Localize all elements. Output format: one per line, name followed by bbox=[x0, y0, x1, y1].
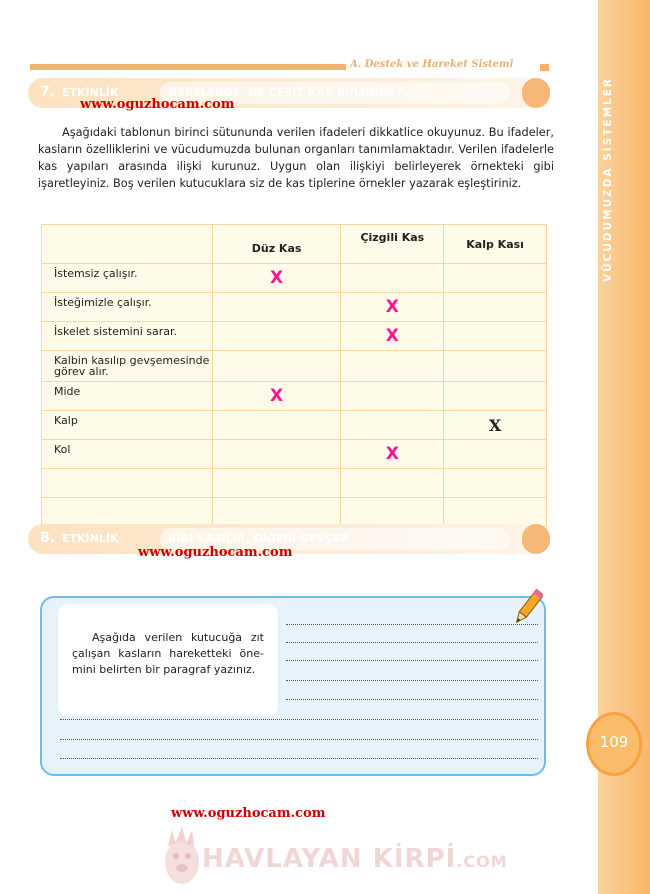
cell-kalp[interactable] bbox=[444, 382, 547, 411]
cell-cizgili[interactable] bbox=[341, 411, 444, 440]
table-row bbox=[42, 498, 547, 527]
row-label: İskelet sistemini sarar. bbox=[42, 322, 213, 351]
writing-line[interactable] bbox=[60, 719, 538, 720]
activity-7-label: ETKİNLİK bbox=[62, 86, 119, 99]
writing-line[interactable] bbox=[60, 739, 538, 740]
writing-line[interactable] bbox=[286, 660, 538, 661]
activity-7-instructions: Aşağıdaki tablonun birinci sütununda verilen ifadeleri dikkatlice okuyunuz. Bu ifadeler, kasların özelliklerini ve vücudumuzda bulunan organları tanımlamaktadır. Verilen ifadelerle kas yapıları arasında ilişki kurunuz. Uygun olan ilişkiyi belirleyerek örnekteki gibi işaretleyiniz. Boş verilen kutucuklara siz de kas tiplerine örnekler yazarak eşleştiriniz. bbox=[38, 126, 554, 190]
cell-duz[interactable] bbox=[212, 382, 341, 411]
cell-duz[interactable] bbox=[212, 351, 341, 382]
header-square bbox=[540, 64, 549, 71]
hedgehog-mascot-icon bbox=[160, 826, 204, 890]
activity-7-title: NERELERDE, NE ÇEŞİT KAS BULUNUR? bbox=[168, 86, 403, 99]
activity-7-number: 7. bbox=[40, 84, 56, 100]
cell-cizgili[interactable] bbox=[341, 293, 444, 322]
banner-endcap bbox=[522, 524, 550, 554]
cell-duz[interactable] bbox=[212, 498, 341, 527]
check-mark: X bbox=[385, 444, 399, 464]
cell-kalp[interactable] bbox=[444, 469, 547, 498]
cell-cizgili[interactable] bbox=[341, 351, 444, 382]
sidebar-title: VÜCUDUMUZDA SİSTEMLER bbox=[602, 77, 614, 283]
cell-kalp[interactable] bbox=[444, 264, 547, 293]
header-kalp-kasi: Kalp Kası bbox=[444, 225, 547, 264]
cell-duz[interactable] bbox=[212, 469, 341, 498]
cell-kalp[interactable] bbox=[444, 411, 547, 440]
check-mark: X bbox=[270, 268, 284, 288]
row-label: Kol bbox=[42, 440, 213, 469]
table-row bbox=[42, 264, 547, 293]
writing-line[interactable] bbox=[286, 699, 538, 700]
activity-8-label: ETKİNLİK bbox=[62, 532, 119, 545]
table-row bbox=[42, 293, 547, 322]
watermark-3: www.oguzhocam.com bbox=[171, 806, 326, 821]
watermark-1: www.oguzhocam.com bbox=[80, 97, 235, 112]
muscle-type-table bbox=[41, 224, 547, 527]
check-mark: X bbox=[385, 326, 399, 346]
table-row bbox=[42, 382, 547, 411]
check-mark: X bbox=[385, 297, 399, 317]
row-label[interactable] bbox=[42, 498, 213, 527]
row-label[interactable] bbox=[42, 469, 213, 498]
cell-cizgili[interactable] bbox=[341, 264, 444, 293]
cell-kalp[interactable] bbox=[444, 293, 547, 322]
activity-8-prompt: Aşağıda verilen kutucuğa zıt çalışan kasların hareketteki öne-mini belirten bir paragraf yazınız. bbox=[72, 631, 264, 676]
cell-cizgili[interactable] bbox=[341, 469, 444, 498]
header-duz-kas: Düz Kas bbox=[212, 225, 341, 264]
table-row bbox=[42, 469, 547, 498]
header-cizgili-kas: Çizgili Kas bbox=[341, 225, 444, 264]
banner-endcap bbox=[522, 78, 550, 108]
row-label: Mide bbox=[42, 382, 213, 411]
cell-cizgili[interactable] bbox=[341, 440, 444, 469]
writing-line[interactable] bbox=[286, 642, 538, 643]
cell-kalp[interactable] bbox=[444, 498, 547, 527]
logo-part-2: LAYAN KİRPİ bbox=[265, 844, 457, 874]
table-row bbox=[42, 440, 547, 469]
cell-duz[interactable] bbox=[212, 264, 341, 293]
table-row bbox=[42, 351, 547, 382]
cell-duz[interactable] bbox=[212, 411, 341, 440]
logo-com: .COM bbox=[456, 852, 508, 871]
writing-line[interactable] bbox=[286, 624, 538, 625]
row-label: İstemsiz çalışır. bbox=[42, 264, 213, 293]
cell-cizgili[interactable] bbox=[341, 382, 444, 411]
table-row bbox=[42, 411, 547, 440]
chapter-heading: A. Destek ve Hareket Sistemi bbox=[350, 59, 514, 70]
cell-kalp[interactable] bbox=[444, 322, 547, 351]
check-mark: X bbox=[270, 386, 284, 406]
activity-8-title: BİRİ KASILIR, DİĞERİ GEVŞER bbox=[168, 532, 349, 545]
writing-line[interactable] bbox=[60, 758, 538, 759]
header-rule bbox=[30, 64, 346, 70]
table-header-row bbox=[42, 225, 547, 264]
row-label: Kalp bbox=[42, 411, 213, 440]
cell-cizgili[interactable] bbox=[341, 498, 444, 527]
cell-cizgili[interactable] bbox=[341, 322, 444, 351]
cell-duz[interactable] bbox=[212, 440, 341, 469]
watermark-2: www.oguzhocam.com bbox=[138, 545, 293, 560]
cell-duz[interactable] bbox=[212, 293, 341, 322]
header-empty bbox=[42, 225, 213, 264]
page-number: 109 bbox=[599, 733, 629, 751]
writing-line[interactable] bbox=[286, 680, 538, 681]
activity-8-number: 8. bbox=[40, 530, 56, 546]
check-mark: X bbox=[488, 415, 502, 435]
table-row bbox=[42, 322, 547, 351]
cell-duz[interactable] bbox=[212, 322, 341, 351]
pencil-icon bbox=[513, 586, 543, 628]
row-label: İsteğimizle çalışır. bbox=[42, 293, 213, 322]
cell-kalp[interactable] bbox=[444, 440, 547, 469]
cell-kalp[interactable] bbox=[444, 351, 547, 382]
row-label: Kalbin kasılıp gevşemesinde görev alır. bbox=[42, 351, 213, 382]
site-logo bbox=[202, 844, 508, 874]
logo-part-1: HAV bbox=[202, 844, 266, 874]
